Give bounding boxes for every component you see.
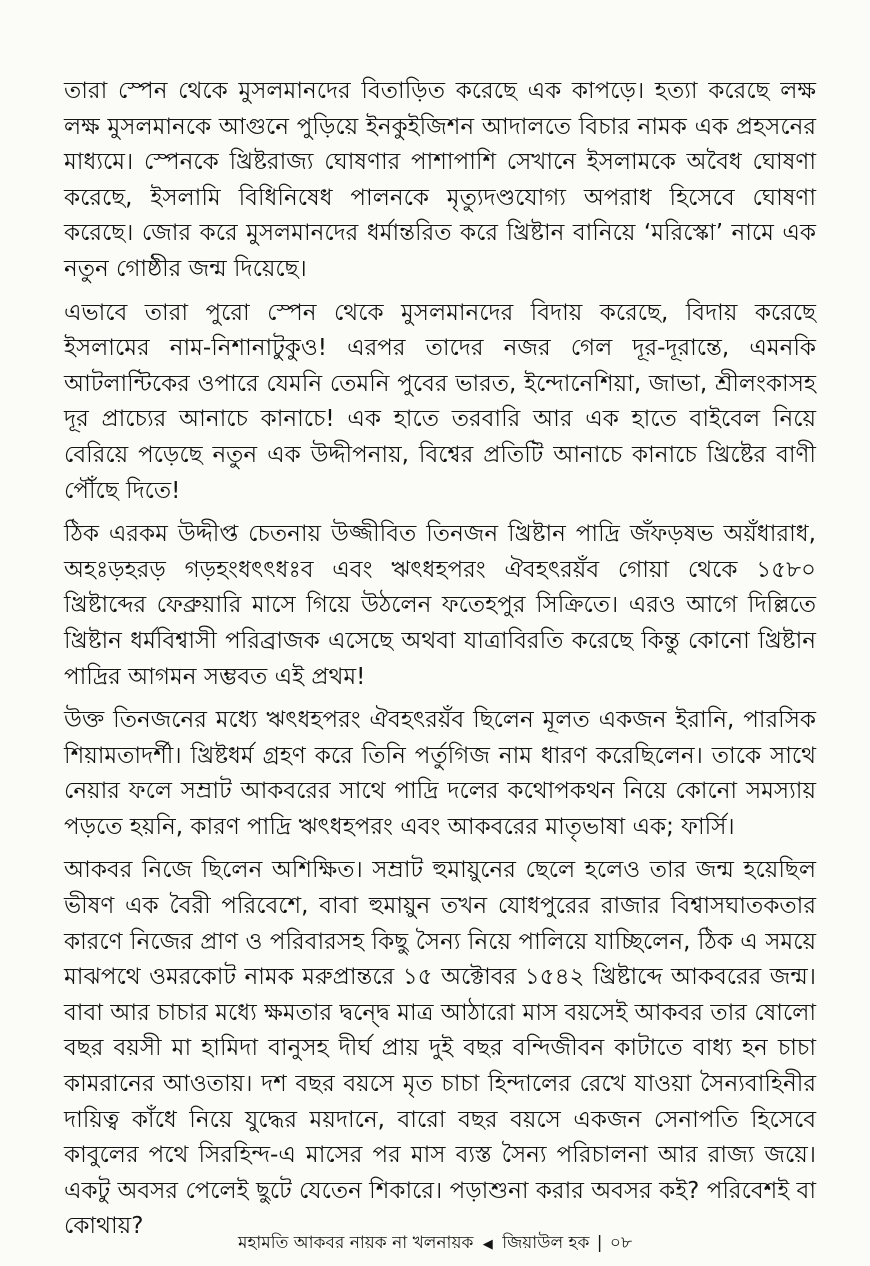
page-footer <box>0 1232 870 1256</box>
page-number: ০৮ <box>609 1233 632 1253</box>
footer-separator-icon: ◀ <box>482 1237 493 1252</box>
footer-author: জিয়াউল হক <box>502 1233 590 1253</box>
paragraph-1: তারা স্পেন থেকে মুসলমানদের বিতাড়িত করেছে এক কাপড়ে। হত্যা করেছে লক্ষ লক্ষ মুসলমানকে আগুনে পুড়িয়ে ইনকুইজিশন আদালতে বিচার নামক এক প্রহসনের মাধ্যমে। স্পেনকে খ্রিষ্টরাজ্য ঘোষণার পাশাপাশি সেখানে ইসলামকে অবৈধ ঘোষণা করেছে, ইসলামি বিধিনিষেধ পালনকে মৃত্যুদণ্ডযোগ্য অপরাধ হিসেবে ঘোষণা করেছে। জোর করে মুসলমানদের ধর্মান্তরিত করে খ্রিষ্টান বানিয়ে ‘মরিস্কো’ নামে এক নতুন গোষ্ঠীর জন্ম দিয়েছে। <box>64 78 816 282</box>
paragraph-5: আকবর নিজে ছিলেন অশিক্ষিত। সম্রাট হুমায়ুনের ছেলে হলেও তার জন্ম হয়েছিল ভীষণ এক বৈরী পরিবেশে, বাবা হুমায়ুন তখন যোধপুরের রাজার বিশ্বাসঘাতকতার কারণে নিজের প্রাণ ও পরিবারসহ কিছু সৈন্য নিয়ে পালিয়ে যাচ্ছিলেন, ঠিক এ সময়ে মাঝপথে ওমরকোট নামক মরুপ্রান্তরে ১৫ অক্টোবর ১৫৪২ খ্রিষ্টাব্দে আকবরের জন্ম। বাবা আর চাচার মধ্যে ক্ষমতার দ্বন্দ্বে মাত্র আঠারো মাস বয়সেই আকবর তার ষোলো বছর বয়সী মা হামিদা বানুসহ দীর্ঘ প্রায় দুই বছর বন্দিজীবন কাটাতে বাধ্য হন চাচা কামরানের আওতায়। দশ বছর বয়সে মৃত চাচা হিন্দালের রেখে যাওয়া সৈন্যবাহিনীর দায়িত্ব কাঁধে নিয়ে যুদ্ধের ময়দানে, বারো বছর বয়সে একজন সেনাপতি হিসেবে কাবুলের পথে সিরহিন্দ-এ মাসের পর মাস ব্যস্ত সৈন্য পরিচালনা আর রাজ্য জয়ে। একটু অবসর পেলেই ছুটে যেতেন শিকারে। পড়াশুনা করার অবসর কই? পরিবেশই বা কোথায়? <box>64 857 816 1240</box>
page-body <box>64 74 816 1245</box>
paragraph-4: উক্ত তিনজনের মধ্যে ঋৎধহপরং ঐবহৎরয়ঁব ছিলেন মূলত একজন ইরানি, পারসিক শিয়ামতাদর্শী। খ্রিষ্টধর্ম গ্রহণ করে তিনি পর্তুগিজ নাম ধারণ করেছিলেন। তাকে সাথে নেয়ার ফলে সম্রাট আকবরের সাথে পাদ্রি দলের কথোপকথন নিয়ে কোনো সমস্যায় পড়তে হয়নি, কারণ পাদ্রি ঋৎধহপরং এবং আকবরের মাতৃভাষা এক; ফার্সি। <box>64 707 816 840</box>
paragraph-2: এভাবে তারা পুরো স্পেন থেকে মুসলমানদের বিদায় করেছে, বিদায় করেছে ইসলামের নাম-নিশানাটুকুও! এরপর তাদের নজর গেল দূর-দূরান্তে, এমনকি আটলান্টিকের ওপারে যেমনি তেমনি পুবের ভারত, ইন্দোনেশিয়া, জাভা, শ্রীলংকাসহ দূর প্রাচ্যের আনাচে কানাচে! এক হাতে তরবারি আর এক হাতে বাইবেল নিয়ে বেরিয়ে পড়েছে নতুন এক উদ্দীপনায়, বিশ্বের প্রতিটি আনাচে কানাচে খ্রিষ্টের বাণী পৌঁছে দিতে! <box>64 299 816 504</box>
footer-book-title: মহামতি আকবর নায়ক না খলনায়ক <box>238 1233 474 1253</box>
paragraph-3: ঠিক এরকম উদ্দীপ্ত চেতনায় উজ্জীবিত তিনজন খ্রিষ্টান পাদ্রি জঁফড়ষভ অয়ঁধারাধ, অহঃড়হরড় গড়হংধৎৎধঃব এবং ঋৎধহপরং ঐবহৎরয়ঁব গোয়া থেকে ১৫৮০ খ্রিষ্টাব্দের ফেব্রুয়ারি মাসে গিয়ে উঠলেন ফতেহপুর সিক্রিতে। এরও আগে দিল্লিতে খ্রিষ্টান ধর্মবিশ্বাসী পরিব্রাজক এসেছে অথবা যাত্রাবিরতি করেছে কিন্তু কোনো খ্রিষ্টান পাদ্রির আগমন সম্ভবত এই প্রথম! <box>64 521 816 690</box>
footer-divider: | <box>596 1233 603 1253</box>
